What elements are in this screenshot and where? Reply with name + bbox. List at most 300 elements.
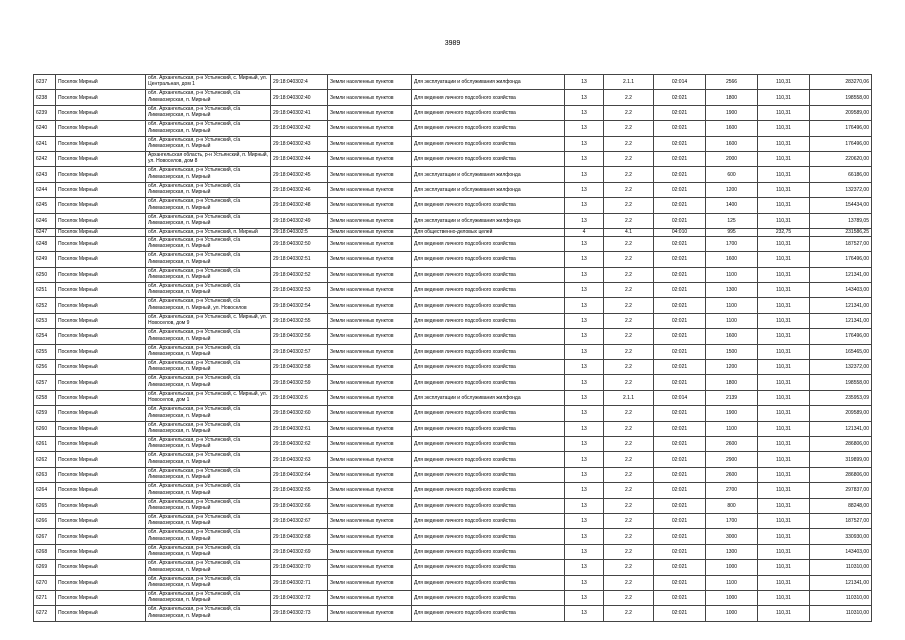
cell-specific-value: 110,31 bbox=[758, 421, 810, 436]
cell-row-number: 6263 bbox=[34, 467, 56, 482]
cell-area: 2700 bbox=[706, 483, 758, 498]
cell-row-number: 6250 bbox=[34, 267, 56, 282]
cell-area: 1800 bbox=[706, 375, 758, 390]
cell-land-category: Земли населенных пунктов bbox=[328, 483, 412, 498]
cell-area: 995 bbox=[706, 228, 758, 236]
cell-class-code: 02:014 bbox=[654, 390, 706, 405]
cell-cadastral-value: 283270,06 bbox=[810, 75, 872, 90]
cell-cadastral-number: 29:18:040302:48 bbox=[271, 198, 328, 213]
cell-row-number: 6270 bbox=[34, 575, 56, 590]
cell-permitted-use: Для ведения личного подсобного хозяйства bbox=[412, 236, 565, 251]
cell-specific-value: 110,31 bbox=[758, 167, 810, 182]
cell-permitted-use: Для ведения личного подсобного хозяйства bbox=[412, 198, 565, 213]
cell-permitted-use: Для эксплуатации и обслуживания жилфонда bbox=[412, 390, 565, 405]
cell-class-code: 02:021 bbox=[654, 467, 706, 482]
cell-area: 1600 bbox=[706, 252, 758, 267]
cell-address: обл. Архангельская, р-н Устьянский, с/а Ликмаозерская, п. Мирный bbox=[146, 329, 271, 344]
cell-class-code: 02:021 bbox=[654, 151, 706, 166]
cell-land-category: Земли населенных пунктов bbox=[328, 167, 412, 182]
cell-cadastral-value: 176496,00 bbox=[810, 136, 872, 151]
cell-type-code: 2.2 bbox=[604, 452, 654, 467]
cell-cadastral-number: 29:18:040302:62 bbox=[271, 436, 328, 451]
cell-permitted-use: Для ведения личного подсобного хозяйства bbox=[412, 590, 565, 605]
table-row bbox=[34, 167, 872, 182]
cell-group-code: 13 bbox=[565, 483, 604, 498]
cell-area: 1000 bbox=[706, 606, 758, 621]
cell-land-category: Земли населенных пунктов bbox=[328, 529, 412, 544]
cell-settlement-name: Поселок Мирный bbox=[56, 329, 146, 344]
table-row bbox=[34, 121, 872, 136]
cell-address: обл. Архангельская, р-н Устьянский, с/а Ликмаозерская, п. Мирный bbox=[146, 544, 271, 559]
cell-group-code: 13 bbox=[565, 606, 604, 621]
cell-type-code: 2.2 bbox=[604, 213, 654, 228]
cell-address: обл. Архангельская, р-н Устьянский, с/а Ликмаозерская, п. Мирный bbox=[146, 121, 271, 136]
cell-group-code: 13 bbox=[565, 283, 604, 298]
cell-area: 600 bbox=[706, 167, 758, 182]
cell-settlement-name: Поселок Мирный bbox=[56, 590, 146, 605]
cell-permitted-use: Для общественно-деловых целей bbox=[412, 228, 565, 236]
cell-land-category: Земли населенных пунктов bbox=[328, 252, 412, 267]
cell-land-category: Земли населенных пунктов bbox=[328, 436, 412, 451]
cell-cadastral-number: 29:18:040302:58 bbox=[271, 360, 328, 375]
cell-settlement-name: Поселок Мирный bbox=[56, 90, 146, 105]
cell-area: 1100 bbox=[706, 421, 758, 436]
cell-cadastral-value: 13789,05 bbox=[810, 213, 872, 228]
cell-land-category: Земли населенных пунктов bbox=[328, 105, 412, 120]
cell-cadastral-number: 29:18:040302:71 bbox=[271, 575, 328, 590]
cell-area: 1300 bbox=[706, 544, 758, 559]
cell-group-code: 13 bbox=[565, 544, 604, 559]
cell-specific-value: 110,31 bbox=[758, 560, 810, 575]
cell-type-code: 2.2 bbox=[604, 421, 654, 436]
cell-cadastral-value: 209589,00 bbox=[810, 406, 872, 421]
cell-class-code: 02:021 bbox=[654, 121, 706, 136]
land-register-table bbox=[33, 74, 872, 622]
cell-type-code: 2.2 bbox=[604, 182, 654, 197]
cell-address: обл. Архангельская, р-н Устьянский, с/а Ликмаозерская, п. Мирный bbox=[146, 560, 271, 575]
cell-area: 1600 bbox=[706, 329, 758, 344]
cell-land-category: Земли населенных пунктов bbox=[328, 544, 412, 559]
cell-address: обл. Архангельская, р-н Устьянский, с/а Ликмаозерская, п. Мирный bbox=[146, 513, 271, 528]
cell-class-code: 02:021 bbox=[654, 213, 706, 228]
cell-row-number: 6247 bbox=[34, 228, 56, 236]
cell-cadastral-number: 29:18:040302:40 bbox=[271, 90, 328, 105]
cell-area: 1100 bbox=[706, 298, 758, 313]
cell-cadastral-value: 176496,00 bbox=[810, 121, 872, 136]
cell-cadastral-number: 29:18:040302:46 bbox=[271, 182, 328, 197]
cell-land-category: Земли населенных пунктов bbox=[328, 228, 412, 236]
cell-row-number: 6257 bbox=[34, 375, 56, 390]
cell-class-code: 02:021 bbox=[654, 360, 706, 375]
cell-area: 1700 bbox=[706, 513, 758, 528]
cell-specific-value: 110,31 bbox=[758, 575, 810, 590]
cell-land-category: Земли населенных пунктов bbox=[328, 344, 412, 359]
cell-area: 2600 bbox=[706, 436, 758, 451]
cell-address: обл. Архангельская, р-н Устьянский, с/а Ликмаозерская, п. Мирный bbox=[146, 498, 271, 513]
cell-row-number: 6243 bbox=[34, 167, 56, 182]
cell-cadastral-value: 231586,25 bbox=[810, 228, 872, 236]
cell-group-code: 13 bbox=[565, 213, 604, 228]
table-row bbox=[34, 75, 872, 90]
cell-cadastral-number: 29:18:040302:4 bbox=[271, 75, 328, 90]
cell-row-number: 6272 bbox=[34, 606, 56, 621]
cell-permitted-use: Для ведения личного подсобного хозяйства bbox=[412, 298, 565, 313]
cell-permitted-use: Для эксплуатации и обслуживания жилфонда bbox=[412, 75, 565, 90]
cell-land-category: Земли населенных пунктов bbox=[328, 121, 412, 136]
cell-group-code: 13 bbox=[565, 406, 604, 421]
cell-group-code: 13 bbox=[565, 298, 604, 313]
table-row bbox=[34, 182, 872, 197]
cell-area: 1200 bbox=[706, 360, 758, 375]
table-row bbox=[34, 313, 872, 328]
cell-group-code: 13 bbox=[565, 167, 604, 182]
cell-address: обл. Архангельская, р-н Устьянский, с/а Ликмаозерская, п. Мирный bbox=[146, 483, 271, 498]
cell-row-number: 6251 bbox=[34, 283, 56, 298]
cell-class-code: 02:021 bbox=[654, 590, 706, 605]
cell-row-number: 6269 bbox=[34, 560, 56, 575]
cell-area: 800 bbox=[706, 498, 758, 513]
cell-class-code: 02:021 bbox=[654, 298, 706, 313]
cell-settlement-name: Поселок Мирный bbox=[56, 182, 146, 197]
table-row bbox=[34, 329, 872, 344]
cell-type-code: 2.2 bbox=[604, 513, 654, 528]
cell-settlement-name: Поселок Мирный bbox=[56, 390, 146, 405]
cell-cadastral-number: 29:18:040302:50 bbox=[271, 236, 328, 251]
cell-land-category: Земли населенных пунктов bbox=[328, 360, 412, 375]
cell-group-code: 4 bbox=[565, 228, 604, 236]
cell-row-number: 6258 bbox=[34, 390, 56, 405]
cell-permitted-use: Для ведения личного подсобного хозяйства bbox=[412, 436, 565, 451]
cell-address: обл. Архангельская, р-н Устьянский, с/а Ликмаозерская, п. Мирный bbox=[146, 360, 271, 375]
table-row bbox=[34, 590, 872, 605]
cell-land-category: Земли населенных пунктов bbox=[328, 151, 412, 166]
cell-permitted-use: Для ведения личного подсобного хозяйства bbox=[412, 606, 565, 621]
cell-address: обл. Архангельская, р-н Устьянский, с/а Ликмаозерская, п. Мирный bbox=[146, 105, 271, 120]
cell-area: 1800 bbox=[706, 90, 758, 105]
cell-land-category: Земли населенных пунктов bbox=[328, 298, 412, 313]
cell-type-code: 2.2 bbox=[604, 344, 654, 359]
cell-type-code: 2.2 bbox=[604, 606, 654, 621]
cell-cadastral-value: 110310,00 bbox=[810, 606, 872, 621]
cell-specific-value: 110,31 bbox=[758, 452, 810, 467]
cell-address: обл. Архангельская, р-н Устьянский, с. Мирный, ул. Центральная, дом 1 bbox=[146, 75, 271, 90]
cell-permitted-use: Для ведения личного подсобного хозяйства bbox=[412, 421, 565, 436]
cell-settlement-name: Поселок Мирный bbox=[56, 105, 146, 120]
cell-specific-value: 110,31 bbox=[758, 198, 810, 213]
cell-address: обл. Архангельская, р-н Устьянский, с/а Ликмаозерская, п. Мирный bbox=[146, 90, 271, 105]
cell-row-number: 6253 bbox=[34, 313, 56, 328]
cell-cadastral-value: 176496,00 bbox=[810, 252, 872, 267]
table-row bbox=[34, 283, 872, 298]
cell-class-code: 02:021 bbox=[654, 90, 706, 105]
cell-area: 1400 bbox=[706, 198, 758, 213]
cell-cadastral-value: 235953,09 bbox=[810, 390, 872, 405]
cell-permitted-use: Для ведения личного подсобного хозяйства bbox=[412, 136, 565, 151]
cell-permitted-use: Для ведения личного подсобного хозяйства bbox=[412, 90, 565, 105]
cell-land-category: Земли населенных пунктов bbox=[328, 267, 412, 282]
cell-type-code: 2.2 bbox=[604, 483, 654, 498]
cell-settlement-name: Поселок Мирный bbox=[56, 452, 146, 467]
table-row bbox=[34, 344, 872, 359]
cell-class-code: 02:021 bbox=[654, 167, 706, 182]
cell-cadastral-value: 143403,00 bbox=[810, 283, 872, 298]
cell-class-code: 02:021 bbox=[654, 198, 706, 213]
cell-permitted-use: Для ведения личного подсобного хозяйства bbox=[412, 529, 565, 544]
cell-cadastral-value: 66186,00 bbox=[810, 167, 872, 182]
cell-type-code: 2.2 bbox=[604, 105, 654, 120]
cell-settlement-name: Поселок Мирный bbox=[56, 513, 146, 528]
table-row bbox=[34, 483, 872, 498]
cell-specific-value: 110,31 bbox=[758, 390, 810, 405]
page-number: 3989 bbox=[444, 40, 461, 47]
cell-type-code: 2.1.1 bbox=[604, 75, 654, 90]
cell-address: обл. Архангельская, р-н Устьянский, с. Мирный, ул. Новоселов, дом 1 bbox=[146, 390, 271, 405]
cell-type-code: 2.2 bbox=[604, 590, 654, 605]
cell-row-number: 6241 bbox=[34, 136, 56, 151]
table-row bbox=[34, 198, 872, 213]
cell-land-category: Земли населенных пунктов bbox=[328, 467, 412, 482]
cell-group-code: 13 bbox=[565, 513, 604, 528]
table-row bbox=[34, 606, 872, 621]
cell-land-category: Земли населенных пунктов bbox=[328, 236, 412, 251]
cell-settlement-name: Поселок Мирный bbox=[56, 198, 146, 213]
table-row bbox=[34, 236, 872, 251]
cell-row-number: 6246 bbox=[34, 213, 56, 228]
cell-specific-value: 110,31 bbox=[758, 344, 810, 359]
cell-type-code: 2.2 bbox=[604, 283, 654, 298]
cell-cadastral-value: 132372,00 bbox=[810, 360, 872, 375]
table-row bbox=[34, 467, 872, 482]
cell-type-code: 2.2 bbox=[604, 360, 654, 375]
cell-class-code: 02:021 bbox=[654, 313, 706, 328]
cell-area: 1600 bbox=[706, 136, 758, 151]
cell-specific-value: 110,31 bbox=[758, 436, 810, 451]
cell-land-category: Земли населенных пунктов bbox=[328, 560, 412, 575]
cell-permitted-use: Для ведения личного подсобного хозяйства bbox=[412, 344, 565, 359]
cell-row-number: 6259 bbox=[34, 406, 56, 421]
cell-cadastral-value: 286806,00 bbox=[810, 467, 872, 482]
cell-land-category: Земли населенных пунктов bbox=[328, 590, 412, 605]
cell-permitted-use: Для ведения личного подсобного хозяйства bbox=[412, 467, 565, 482]
cell-class-code: 02:021 bbox=[654, 606, 706, 621]
table-row bbox=[34, 498, 872, 513]
cell-specific-value: 110,31 bbox=[758, 283, 810, 298]
cell-permitted-use: Для эксплуатации и обслуживания жилфонда bbox=[412, 182, 565, 197]
cell-cadastral-value: 121341,00 bbox=[810, 267, 872, 282]
cell-address: обл. Архангельская, р-н Устьянский, с/а Ликмаозерская, п. Мирный bbox=[146, 467, 271, 482]
cell-land-category: Земли населенных пунктов bbox=[328, 452, 412, 467]
cell-specific-value: 110,31 bbox=[758, 360, 810, 375]
cell-group-code: 13 bbox=[565, 375, 604, 390]
cell-area: 1600 bbox=[706, 121, 758, 136]
cell-group-code: 13 bbox=[565, 467, 604, 482]
cell-settlement-name: Поселок Мирный bbox=[56, 529, 146, 544]
register-rows bbox=[34, 75, 872, 622]
cell-permitted-use: Для ведения личного подсобного хозяйства bbox=[412, 121, 565, 136]
cell-cadastral-value: 110310,00 bbox=[810, 590, 872, 605]
cell-address: обл. Архангельская, р-н Устьянский, с/а Ликмаозерская, п. Мирный bbox=[146, 452, 271, 467]
cell-group-code: 13 bbox=[565, 236, 604, 251]
cell-specific-value: 110,31 bbox=[758, 606, 810, 621]
cell-cadastral-number: 29:18:040302:70 bbox=[271, 560, 328, 575]
cell-area: 1100 bbox=[706, 313, 758, 328]
cell-type-code: 2.2 bbox=[604, 313, 654, 328]
cell-row-number: 6244 bbox=[34, 182, 56, 197]
cell-class-code: 02:021 bbox=[654, 375, 706, 390]
cell-permitted-use: Для ведения личного подсобного хозяйства bbox=[412, 575, 565, 590]
cell-address: Архангельская область, р-н Устьянский, п. Мирный, ул. Новоселов, дом 8 bbox=[146, 151, 271, 166]
cell-address: обл. Архангельская, р-н Устьянский, с/а Ликмаозерская, п. Мирный bbox=[146, 575, 271, 590]
cell-cadastral-value: 165465,00 bbox=[810, 344, 872, 359]
cell-group-code: 13 bbox=[565, 182, 604, 197]
cell-type-code: 2.2 bbox=[604, 90, 654, 105]
cell-class-code: 02:021 bbox=[654, 344, 706, 359]
cell-permitted-use: Для ведения личного подсобного хозяйства bbox=[412, 498, 565, 513]
cell-settlement-name: Поселок Мирный bbox=[56, 167, 146, 182]
cell-type-code: 2.2 bbox=[604, 267, 654, 282]
cell-cadastral-value: 330930,00 bbox=[810, 529, 872, 544]
cell-group-code: 13 bbox=[565, 390, 604, 405]
cell-group-code: 13 bbox=[565, 575, 604, 590]
table-row bbox=[34, 267, 872, 282]
cell-address: обл. Архангельская, р-н Устьянский, с/а Ликмаозерская, п. Мирный bbox=[146, 436, 271, 451]
cell-row-number: 6267 bbox=[34, 529, 56, 544]
cell-permitted-use: Для ведения личного подсобного хозяйства bbox=[412, 560, 565, 575]
cell-cadastral-number: 29:18:040302:67 bbox=[271, 513, 328, 528]
cell-permitted-use: Для ведения личного подсобного хозяйства bbox=[412, 267, 565, 282]
cell-row-number: 6249 bbox=[34, 252, 56, 267]
cell-type-code: 2.1.1 bbox=[604, 390, 654, 405]
table-row bbox=[34, 436, 872, 451]
cell-cadastral-number: 29:18:040302:54 bbox=[271, 298, 328, 313]
cell-land-category: Земли населенных пунктов bbox=[328, 329, 412, 344]
table-row bbox=[34, 136, 872, 151]
cell-row-number: 6254 bbox=[34, 329, 56, 344]
cell-settlement-name: Поселок Мирный bbox=[56, 606, 146, 621]
cell-address: обл. Архангельская, р-н Устьянский, с/а Ликмаозерская, п. Мирный bbox=[146, 406, 271, 421]
table-row bbox=[34, 105, 872, 120]
cell-type-code: 2.2 bbox=[604, 252, 654, 267]
cell-settlement-name: Поселок Мирный bbox=[56, 406, 146, 421]
cell-cadastral-value: 121341,00 bbox=[810, 575, 872, 590]
cell-address: обл. Архангельская, р-н Устьянский, с/а Ликмаозерская, п. Мирный bbox=[146, 182, 271, 197]
cell-address: обл. Архангельская, р-н Устьянский, с/а Ликмаозерская, п. Мирный bbox=[146, 136, 271, 151]
cell-area: 1500 bbox=[706, 344, 758, 359]
cell-class-code: 02:021 bbox=[654, 283, 706, 298]
cell-class-code: 02:021 bbox=[654, 421, 706, 436]
cell-group-code: 13 bbox=[565, 590, 604, 605]
cell-settlement-name: Поселок Мирный bbox=[56, 544, 146, 559]
cell-address: обл. Архангельская, р-н Устьянский, п. Мирный bbox=[146, 228, 271, 236]
cell-area: 2000 bbox=[706, 151, 758, 166]
cell-cadastral-number: 29:18:040302:45 bbox=[271, 167, 328, 182]
table-row bbox=[34, 544, 872, 559]
table-row bbox=[34, 390, 872, 405]
cell-cadastral-number: 29:18:040302:6 bbox=[271, 390, 328, 405]
cell-type-code: 2.2 bbox=[604, 121, 654, 136]
cell-specific-value: 110,31 bbox=[758, 267, 810, 282]
cell-type-code: 2.2 bbox=[604, 436, 654, 451]
cell-land-category: Земли населенных пунктов bbox=[328, 421, 412, 436]
cell-cadastral-value: 121341,00 bbox=[810, 298, 872, 313]
cell-row-number: 6237 bbox=[34, 75, 56, 90]
cell-settlement-name: Поселок Мирный bbox=[56, 313, 146, 328]
cell-land-category: Земли населенных пунктов bbox=[328, 513, 412, 528]
cell-cadastral-number: 29:18:040302:42 bbox=[271, 121, 328, 136]
cell-row-number: 6262 bbox=[34, 452, 56, 467]
cell-specific-value: 110,31 bbox=[758, 590, 810, 605]
cell-cadastral-number: 29:18:040302:49 bbox=[271, 213, 328, 228]
cell-settlement-name: Поселок Мирный bbox=[56, 283, 146, 298]
cell-area: 1200 bbox=[706, 182, 758, 197]
cell-class-code: 02:021 bbox=[654, 529, 706, 544]
cell-row-number: 6248 bbox=[34, 236, 56, 251]
cell-area: 1300 bbox=[706, 283, 758, 298]
cell-cadastral-number: 29:18:040302:5 bbox=[271, 228, 328, 236]
cell-class-code: 02:021 bbox=[654, 575, 706, 590]
cell-specific-value: 110,31 bbox=[758, 121, 810, 136]
cell-specific-value: 110,31 bbox=[758, 236, 810, 251]
cell-type-code: 2.2 bbox=[604, 529, 654, 544]
cell-settlement-name: Поселок Мирный bbox=[56, 236, 146, 251]
cell-type-code: 2.2 bbox=[604, 560, 654, 575]
cell-type-code: 2.2 bbox=[604, 406, 654, 421]
cell-area: 1000 bbox=[706, 590, 758, 605]
table-row bbox=[34, 513, 872, 528]
cell-cadastral-number: 29:18:040302:57 bbox=[271, 344, 328, 359]
cell-settlement-name: Поселок Мирный bbox=[56, 344, 146, 359]
cell-settlement-name: Поселок Мирный bbox=[56, 151, 146, 166]
cell-cadastral-value: 88248,00 bbox=[810, 498, 872, 513]
cell-land-category: Земли населенных пунктов bbox=[328, 406, 412, 421]
cell-settlement-name: Поселок Мирный bbox=[56, 421, 146, 436]
cell-permitted-use: Для ведения личного подсобного хозяйства bbox=[412, 375, 565, 390]
cell-land-category: Земли населенных пунктов bbox=[328, 283, 412, 298]
cell-specific-value: 110,31 bbox=[758, 213, 810, 228]
cell-class-code: 02:021 bbox=[654, 452, 706, 467]
cell-cadastral-number: 29:18:040302:52 bbox=[271, 267, 328, 282]
cell-settlement-name: Поселок Мирный bbox=[56, 228, 146, 236]
cell-cadastral-number: 29:18:040302:53 bbox=[271, 283, 328, 298]
cell-land-category: Земли населенных пунктов bbox=[328, 575, 412, 590]
cell-row-number: 6240 bbox=[34, 121, 56, 136]
cell-row-number: 6245 bbox=[34, 198, 56, 213]
cell-permitted-use: Для ведения личного подсобного хозяйства bbox=[412, 151, 565, 166]
cell-group-code: 13 bbox=[565, 360, 604, 375]
cell-cadastral-value: 143403,00 bbox=[810, 544, 872, 559]
table-row bbox=[34, 90, 872, 105]
table-row bbox=[34, 151, 872, 166]
cell-group-code: 13 bbox=[565, 452, 604, 467]
cell-permitted-use: Для ведения личного подсобного хозяйства bbox=[412, 283, 565, 298]
cell-permitted-use: Для эксплуатации и обслуживания жилфонда bbox=[412, 213, 565, 228]
cell-class-code: 02:021 bbox=[654, 560, 706, 575]
cell-address: обл. Архангельская, р-н Устьянский, с/а Ликмаозерская, п. Мирный bbox=[146, 606, 271, 621]
cell-row-number: 6239 bbox=[34, 105, 56, 120]
cell-group-code: 13 bbox=[565, 136, 604, 151]
cell-cadastral-value: 198558,00 bbox=[810, 375, 872, 390]
cell-type-code: 2.2 bbox=[604, 167, 654, 182]
cell-land-category: Земли населенных пунктов bbox=[328, 75, 412, 90]
cell-class-code: 02:021 bbox=[654, 513, 706, 528]
cell-type-code: 2.2 bbox=[604, 236, 654, 251]
cell-area: 2139 bbox=[706, 390, 758, 405]
cell-type-code: 2.2 bbox=[604, 467, 654, 482]
cell-land-category: Земли населенных пунктов bbox=[328, 198, 412, 213]
cell-class-code: 02:021 bbox=[654, 105, 706, 120]
cell-row-number: 6264 bbox=[34, 483, 56, 498]
cell-group-code: 13 bbox=[565, 560, 604, 575]
